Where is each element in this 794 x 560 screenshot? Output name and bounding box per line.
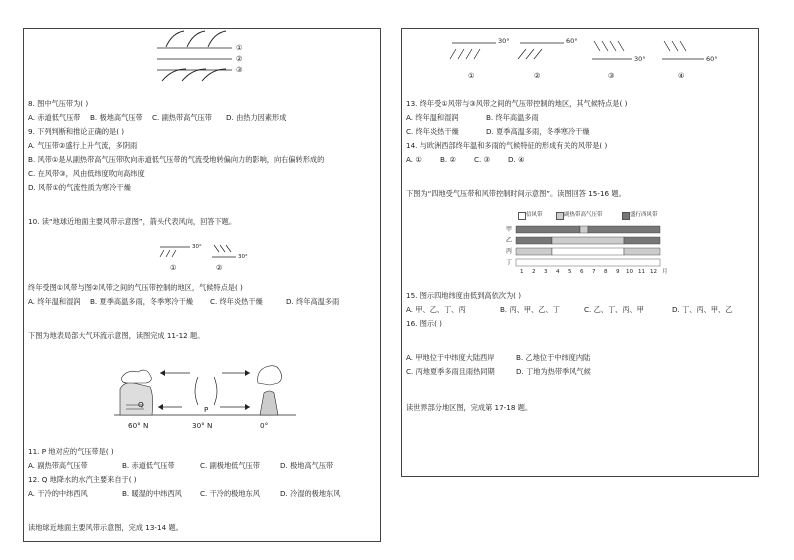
q16-option-b[interactable]: B. 乙地位于中纬度内陆 <box>516 353 591 362</box>
q13-option-c[interactable]: C. 终年炎热干燥 <box>406 127 459 136</box>
q13-option-a[interactable]: A. 终年温和湿润 <box>406 113 459 122</box>
month-tick: 2 <box>532 269 536 275</box>
q9-option-d[interactable]: D. 风带①的气流性质为寒冷干燥 <box>28 183 131 192</box>
wind-fig-lat-3: 30° <box>634 55 646 63</box>
legend-westerly: 盛行西风带 <box>630 212 658 218</box>
month-tick: 11 <box>638 269 645 275</box>
legend-swatch-subtropical <box>556 212 564 220</box>
wind-fig-label-4: ④ <box>678 71 685 80</box>
legend-swatch-westerly <box>622 212 630 220</box>
q11-option-c[interactable]: C. 副极地低气压带 <box>200 461 260 470</box>
wind-fig-label-3: ③ <box>608 71 615 80</box>
q14-option-c[interactable]: C. ③ <box>474 155 491 164</box>
band-label-1: ① <box>236 43 243 52</box>
wind-fig-label-1: ① <box>468 71 475 80</box>
band-label-3: ③ <box>236 65 243 74</box>
month-axis <box>516 268 676 276</box>
q10-lat-1: 30° <box>192 244 202 250</box>
month-tick: 6 <box>580 269 584 275</box>
circ-label-p: P <box>204 405 209 414</box>
q15-option-c[interactable]: C. 乙、丁、丙、甲 <box>584 305 644 314</box>
wind-band-diagram <box>152 29 262 85</box>
month-tick: 1 <box>520 269 524 275</box>
q9-option-a[interactable]: A. 气压带②盛行上升气流，多阴雨 <box>28 141 138 150</box>
intro-11-12: 下图为地表局部大气环流示意图，读图完成 11-12 题。 <box>28 331 205 340</box>
band-label-2: ② <box>236 54 243 63</box>
month-tick: 9 <box>616 269 620 275</box>
q11-stem: 11. P 地对应的气压带是( ) <box>28 447 114 456</box>
q8-option-c[interactable]: C. 副热带高气压带 <box>152 113 212 122</box>
q11-option-d[interactable]: D. 极地高气压带 <box>280 461 334 470</box>
month-unit: 月 <box>662 269 668 275</box>
legend <box>518 211 688 219</box>
q14-option-d[interactable]: D. ④ <box>508 155 525 164</box>
q8-stem: 8. 图中气压带为( ) <box>28 99 89 108</box>
q10-option-c[interactable]: C. 终年炎热干燥 <box>210 297 263 306</box>
month-tick: 10 <box>626 269 633 275</box>
circ-label-q: Q <box>138 400 144 409</box>
q10-question: 终年受图①风带与图②风带之间的气压带控制的地区，气候特点是( ) <box>28 283 243 292</box>
wind-fig-label-2: ② <box>534 71 541 80</box>
right-page <box>401 28 759 477</box>
q10-stem: 10. 读“地球近地面主要风带示意图”，箭头代表风向，回答下题。 <box>28 217 237 226</box>
q14-option-b[interactable]: B. ② <box>440 155 456 164</box>
q15-option-a[interactable]: A. 甲、乙、丁、丙 <box>406 305 466 314</box>
q12-option-c[interactable]: C. 干冷的极地东风 <box>200 489 260 498</box>
wind-fig-lat-4: 60° <box>706 55 718 63</box>
circ-lat-0: 0° <box>260 421 269 430</box>
q14-stem: 14. 与欧洲西部终年温和多雨的气候特征的形成有关的风带是( ) <box>406 141 608 150</box>
circ-lat-60: 60° N <box>128 421 149 430</box>
legend-trade: 信风带 <box>526 212 543 218</box>
q13-option-b[interactable]: B. 终年高温多雨 <box>486 113 539 122</box>
intro-15-16: 下图为“四地受气压带和风带控制时间示意图”。读图回答 15-16 题。 <box>406 189 626 198</box>
q10-lat-2: 30° <box>238 254 248 260</box>
q8-option-d[interactable]: D. 由热力因素形成 <box>226 113 287 122</box>
month-tick: 3 <box>544 269 548 275</box>
row-label-bing: 丙 <box>506 248 513 255</box>
q16-option-a[interactable]: A. 甲地位于中纬度大陆西岸 <box>406 353 495 362</box>
q10-fig-label-2: ② <box>216 263 223 272</box>
q9-stem: 9. 下列判断和推论正确的是( ) <box>28 127 125 136</box>
legend-subtropical: 副热带高气压带 <box>564 212 603 218</box>
control-time-chart <box>516 225 660 271</box>
wind-fig-lat-2: 60° <box>566 37 578 45</box>
left-page <box>23 28 381 542</box>
q9-option-b[interactable]: B. 风带①是从副热带高气压带吹向赤道低气压带的气流受地转偏向力的影响，向右偏转形成的 <box>28 155 325 164</box>
q8-option-b[interactable]: B. 极地高气压带 <box>90 113 143 122</box>
intro-17-18: 读世界部分地区图，完成第 17-18 题。 <box>406 403 533 412</box>
q14-option-a[interactable]: A. ① <box>406 155 422 164</box>
wind-fig-lat-1: 30° <box>498 37 510 45</box>
q15-stem: 15. 图示四地纬度由低到高依次为( ) <box>406 291 522 300</box>
circ-lat-30: 30° N <box>192 421 213 430</box>
q11-option-a[interactable]: A. 副热带高气压带 <box>28 461 88 470</box>
month-tick: 8 <box>604 269 608 275</box>
q11-option-b[interactable]: B. 赤道低气压带 <box>122 461 175 470</box>
q16-option-d[interactable]: D. 丁地为热带季风气候 <box>516 367 591 376</box>
q9-option-c[interactable]: C. 在风带③，风由低纬度吹向高纬度 <box>28 169 145 178</box>
intro-13-14: 读地球近地面主要风带示意图，完成 13-14 题。 <box>28 523 183 532</box>
q10-option-a[interactable]: A. 终年温和湿润 <box>28 297 81 306</box>
row-label-jia: 甲 <box>506 226 513 233</box>
q10-option-d[interactable]: D. 终年高温多雨 <box>286 297 340 306</box>
month-tick: 4 <box>556 269 560 275</box>
q12-stem: 12. Q 地降水的水汽主要来自于( ) <box>28 475 137 484</box>
legend-swatch-trade <box>518 212 526 220</box>
q10-fig-label-1: ① <box>170 263 177 272</box>
q16-option-c[interactable]: C. 丙地夏季多雨且雨热同期 <box>406 367 495 376</box>
four-wind-figures <box>446 37 726 71</box>
q15-option-b[interactable]: B. 丙、甲、乙、丁 <box>500 305 560 314</box>
q12-option-b[interactable]: B. 暖湿的中纬西风 <box>122 489 182 498</box>
q10-option-b[interactable]: B. 夏季高温多雨，冬季寒冷干燥 <box>90 297 193 306</box>
q12-option-d[interactable]: D. 冷湿的极地东风 <box>280 489 341 498</box>
q13-stem: 13. 终年受①风带与③风带之间的气压带控制的地区，其气候特点是( ) <box>406 99 628 108</box>
q16-stem: 16. 图示( ) <box>406 319 442 328</box>
row-label-yi: 乙 <box>506 237 513 244</box>
month-tick: 12 <box>650 269 657 275</box>
month-tick: 5 <box>568 269 572 275</box>
q8-option-a[interactable]: A. 赤道低气压带 <box>28 113 81 122</box>
q12-option-a[interactable]: A. 干冷的中纬西风 <box>28 489 88 498</box>
month-tick: 7 <box>592 269 596 275</box>
q15-option-d[interactable]: D. 丁、丙、甲、乙 <box>672 305 733 314</box>
q13-option-d[interactable]: D. 夏季高温多雨，冬季寒冷干燥 <box>486 127 590 136</box>
row-label-ding: 丁 <box>506 259 513 266</box>
